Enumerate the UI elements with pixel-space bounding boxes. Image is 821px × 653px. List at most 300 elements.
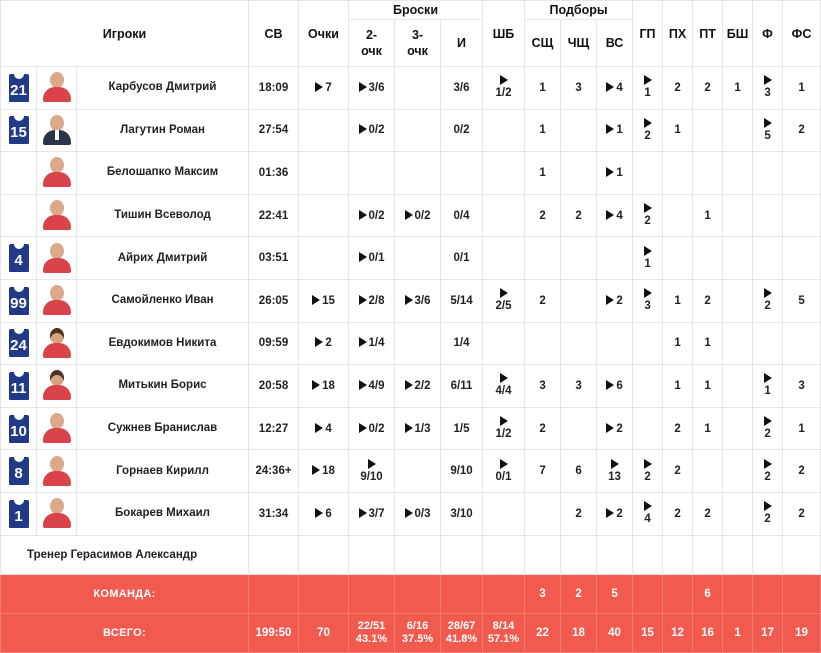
player-name-link[interactable]: Белошапко Максим <box>77 152 249 195</box>
player-reb-def <box>561 322 597 365</box>
jersey-number-icon: 8 <box>9 457 29 485</box>
player-gp[interactable]: 2 <box>633 450 663 493</box>
player-ph <box>663 152 693 195</box>
team-reb-off: 3 <box>525 574 561 613</box>
play-icon[interactable] <box>500 459 508 469</box>
player-fs <box>783 194 821 237</box>
play-icon[interactable] <box>606 508 614 518</box>
player-ft: 3/6 <box>441 67 483 110</box>
player-name-link[interactable]: Сужнев Бранислав <box>77 407 249 450</box>
player-reb-def: 3 <box>561 365 597 408</box>
play-icon[interactable] <box>606 423 614 433</box>
play-icon[interactable] <box>405 380 413 390</box>
player-reb-def <box>561 109 597 152</box>
player-ph <box>663 237 693 280</box>
player-time: 18:09 <box>249 67 299 110</box>
jersey-cell <box>1 407 37 450</box>
jersey-number-icon: 10 <box>9 415 29 443</box>
player-f[interactable]: 2 <box>753 492 783 535</box>
player-reb-def <box>561 407 597 450</box>
player-sb[interactable]: 0/1 <box>483 450 525 493</box>
player-two[interactable]: 0/2 <box>349 194 395 237</box>
avatar-cell <box>37 365 77 408</box>
player-bsh <box>723 237 753 280</box>
team-reb-tot: 5 <box>597 574 633 613</box>
player-name-link[interactable]: Митькин Борис <box>77 365 249 408</box>
player-row[interactable] <box>1 194 821 237</box>
jersey-number-icon: 1 <box>9 500 29 528</box>
player-name-link[interactable]: Тишин Всеволод <box>77 194 249 237</box>
player-avatar-icon <box>42 283 72 315</box>
play-icon[interactable] <box>764 459 772 469</box>
avatar-cell <box>37 67 77 110</box>
play-icon[interactable] <box>405 423 413 433</box>
jersey-cell <box>1 109 37 152</box>
player-reb-def <box>561 152 597 195</box>
play-icon[interactable] <box>606 167 614 177</box>
player-three <box>395 67 441 110</box>
player-two[interactable]: 3/7 <box>349 492 395 535</box>
player-points[interactable]: 18 <box>299 365 349 408</box>
player-three <box>395 237 441 280</box>
player-time: 01:36 <box>249 152 299 195</box>
play-icon[interactable] <box>500 75 508 85</box>
player-three <box>395 450 441 493</box>
header-f[interactable]: Ф <box>753 1 783 67</box>
play-icon[interactable] <box>315 423 323 433</box>
header-sb[interactable]: ШБ <box>483 1 525 67</box>
header-ft[interactable]: И <box>441 20 483 67</box>
player-reb-off <box>525 322 561 365</box>
total-label: ВСЕГО: <box>1 613 249 652</box>
player-ft: 3/10 <box>441 492 483 535</box>
player-ph: 2 <box>663 67 693 110</box>
player-f[interactable]: 2 <box>753 407 783 450</box>
player-gp <box>633 322 663 365</box>
player-avatar-icon <box>42 70 72 102</box>
player-time: 12:27 <box>249 407 299 450</box>
player-ph: 2 <box>663 407 693 450</box>
header-reb-def[interactable]: ЧЩ <box>561 20 597 67</box>
player-sb[interactable]: 1/2 <box>483 407 525 450</box>
jersey-number-icon: 11 <box>9 372 29 400</box>
player-pt: 1 <box>693 365 723 408</box>
player-gp[interactable]: 4 <box>633 492 663 535</box>
player-pt <box>693 109 723 152</box>
player-avatar-icon <box>42 241 72 273</box>
player-pt: 1 <box>693 407 723 450</box>
player-reb-tot[interactable]: 4 <box>597 67 633 110</box>
player-f[interactable]: 2 <box>753 450 783 493</box>
player-ft: 1/4 <box>441 322 483 365</box>
player-avatar-icon <box>42 326 72 358</box>
avatar-cell <box>37 492 77 535</box>
play-icon[interactable] <box>315 508 323 518</box>
player-pt: 2 <box>693 492 723 535</box>
player-sb[interactable]: 2/5 <box>483 279 525 322</box>
player-reb-off <box>525 237 561 280</box>
player-time: 09:59 <box>249 322 299 365</box>
player-reb-tot[interactable]: 2 <box>597 407 633 450</box>
total-points: 70 <box>299 613 349 652</box>
play-icon[interactable] <box>368 459 376 469</box>
player-ft: 6/11 <box>441 365 483 408</box>
player-time: 26:05 <box>249 279 299 322</box>
player-two[interactable]: 0/2 <box>349 109 395 152</box>
total-row <box>1 613 821 652</box>
player-time: 22:41 <box>249 194 299 237</box>
play-icon[interactable] <box>359 380 367 390</box>
player-reb-tot[interactable]: 13 <box>597 450 633 493</box>
player-three[interactable]: 1/3 <box>395 407 441 450</box>
header-rebounds: Подборы <box>525 1 633 20</box>
total-fs: 19 <box>783 613 821 652</box>
play-icon[interactable] <box>764 118 772 128</box>
player-reb-tot[interactable]: 2 <box>597 492 633 535</box>
jersey-cell <box>1 237 37 280</box>
total-two: 22/51 43.1% <box>349 613 395 652</box>
player-bsh <box>723 194 753 237</box>
play-icon[interactable] <box>405 210 413 220</box>
play-icon[interactable] <box>644 501 652 511</box>
total-reb-off: 22 <box>525 613 561 652</box>
player-ft: 1/5 <box>441 407 483 450</box>
header-ph[interactable]: ПХ <box>663 1 693 67</box>
player-reb-off: 2 <box>525 194 561 237</box>
player-reb-off: 1 <box>525 67 561 110</box>
play-icon[interactable] <box>764 416 772 426</box>
player-fs <box>783 322 821 365</box>
header-reb-off[interactable]: СЩ <box>525 20 561 67</box>
jersey-number-icon: 4 <box>9 244 29 272</box>
player-points[interactable]: 15 <box>299 279 349 322</box>
player-two[interactable]: 1/4 <box>349 322 395 365</box>
player-fs: 2 <box>783 492 821 535</box>
player-ft: 5/14 <box>441 279 483 322</box>
player-avatar-icon <box>42 198 72 230</box>
player-fs: 1 <box>783 67 821 110</box>
player-reb-tot[interactable]: 6 <box>597 365 633 408</box>
play-icon[interactable] <box>606 210 614 220</box>
header-fs[interactable]: ФС <box>783 1 821 67</box>
player-points <box>299 109 349 152</box>
play-icon[interactable] <box>359 210 367 220</box>
player-ph <box>663 194 693 237</box>
play-icon[interactable] <box>500 373 508 383</box>
player-sb <box>483 109 525 152</box>
player-points[interactable]: 18 <box>299 450 349 493</box>
player-points <box>299 237 349 280</box>
player-pt <box>693 152 723 195</box>
play-icon[interactable] <box>359 337 367 347</box>
player-row[interactable] <box>1 322 821 365</box>
player-reb-off <box>525 492 561 535</box>
player-three <box>395 109 441 152</box>
play-icon[interactable] <box>359 124 367 134</box>
player-fs: 2 <box>783 109 821 152</box>
player-bsh <box>723 450 753 493</box>
play-icon[interactable] <box>500 288 508 298</box>
header-two[interactable]: 2- очк <box>349 20 395 67</box>
avatar-cell <box>37 109 77 152</box>
total-sb: 8/14 57.1% <box>483 613 525 652</box>
player-reb-def: 3 <box>561 67 597 110</box>
player-points[interactable]: 6 <box>299 492 349 535</box>
player-two[interactable]: 0/1 <box>349 237 395 280</box>
play-icon[interactable] <box>312 380 320 390</box>
play-icon[interactable] <box>405 295 413 305</box>
player-name-link[interactable]: Лагутин Роман <box>77 109 249 152</box>
total-f: 17 <box>753 613 783 652</box>
jersey-number-icon: 99 <box>9 287 29 315</box>
play-icon[interactable] <box>644 246 652 256</box>
player-sb <box>483 492 525 535</box>
player-name-link[interactable]: Карбусов Дмитрий <box>77 67 249 110</box>
player-two[interactable]: 4/9 <box>349 365 395 408</box>
player-three[interactable]: 2/2 <box>395 365 441 408</box>
player-gp <box>633 407 663 450</box>
header-points[interactable]: Очки <box>299 1 349 67</box>
header-gp[interactable]: ГП <box>633 1 663 67</box>
player-f <box>753 237 783 280</box>
player-reb-off: 1 <box>525 109 561 152</box>
player-two <box>349 152 395 195</box>
avatar-cell <box>37 322 77 365</box>
player-f[interactable]: 3 <box>753 67 783 110</box>
play-icon[interactable] <box>644 203 652 213</box>
player-sb[interactable]: 1/2 <box>483 67 525 110</box>
player-bsh <box>723 492 753 535</box>
player-gp <box>633 365 663 408</box>
player-sb <box>483 152 525 195</box>
player-row[interactable] <box>1 492 821 535</box>
play-icon[interactable] <box>764 75 772 85</box>
player-two[interactable]: 3/6 <box>349 67 395 110</box>
player-row[interactable] <box>1 365 821 408</box>
player-time: 31:34 <box>249 492 299 535</box>
player-time: 03:51 <box>249 237 299 280</box>
team-reb-def: 2 <box>561 574 597 613</box>
player-three[interactable]: 3/6 <box>395 279 441 322</box>
player-gp[interactable]: 1 <box>633 67 663 110</box>
player-sb <box>483 322 525 365</box>
avatar-cell <box>37 279 77 322</box>
player-ph: 2 <box>663 492 693 535</box>
play-icon[interactable] <box>312 465 320 475</box>
header-shots: Броски <box>349 1 483 20</box>
player-reb-def: 2 <box>561 492 597 535</box>
player-pt: 1 <box>693 194 723 237</box>
player-bsh <box>723 109 753 152</box>
player-gp[interactable]: 3 <box>633 279 663 322</box>
player-ft: 9/10 <box>441 450 483 493</box>
player-fs: 1 <box>783 407 821 450</box>
play-icon[interactable] <box>500 416 508 426</box>
header-time[interactable]: СВ <box>249 1 299 67</box>
player-bsh: 1 <box>723 67 753 110</box>
player-points[interactable]: 2 <box>299 322 349 365</box>
player-avatar-icon <box>42 368 72 400</box>
player-gp <box>633 152 663 195</box>
player-time: 27:54 <box>249 109 299 152</box>
player-bsh <box>723 365 753 408</box>
player-two[interactable]: 9/10 <box>349 450 395 493</box>
header-reb-tot[interactable]: ВС <box>597 20 633 67</box>
play-icon[interactable] <box>359 82 367 92</box>
player-avatar-icon <box>42 155 72 187</box>
player-reb-def: 2 <box>561 194 597 237</box>
player-pt <box>693 237 723 280</box>
play-icon[interactable] <box>359 295 367 305</box>
player-reb-tot[interactable]: 1 <box>597 152 633 195</box>
jersey-cell <box>1 152 37 195</box>
jersey-cell <box>1 67 37 110</box>
player-fs: 2 <box>783 450 821 493</box>
play-icon[interactable] <box>359 252 367 262</box>
total-three: 6/16 37.5% <box>395 613 441 652</box>
avatar-cell <box>37 450 77 493</box>
player-reb-off: 2 <box>525 407 561 450</box>
player-row[interactable] <box>1 237 821 280</box>
jersey-number-icon: 24 <box>9 329 29 357</box>
player-reb-off: 3 <box>525 365 561 408</box>
player-f[interactable]: 5 <box>753 109 783 152</box>
play-icon[interactable] <box>644 288 652 298</box>
total-ph: 12 <box>663 613 693 652</box>
player-name-link[interactable]: Евдокимов Никита <box>77 322 249 365</box>
jersey-cell <box>1 322 37 365</box>
player-three[interactable]: 0/2 <box>395 194 441 237</box>
avatar-cell <box>37 407 77 450</box>
player-reb-off: 2 <box>525 279 561 322</box>
player-ft: 0/4 <box>441 194 483 237</box>
play-icon[interactable] <box>764 373 772 383</box>
jersey-cell <box>1 279 37 322</box>
player-points <box>299 152 349 195</box>
player-ph: 2 <box>663 450 693 493</box>
play-icon[interactable] <box>405 508 413 518</box>
player-f[interactable]: 1 <box>753 365 783 408</box>
player-avatar-icon <box>42 113 72 145</box>
play-icon[interactable] <box>606 380 614 390</box>
play-icon[interactable] <box>764 501 772 511</box>
player-name-link[interactable]: Бокарев Михаил <box>77 492 249 535</box>
play-icon[interactable] <box>315 82 323 92</box>
player-row[interactable] <box>1 67 821 110</box>
player-f <box>753 152 783 195</box>
header-bsh[interactable]: БШ <box>723 1 753 67</box>
player-ph: 1 <box>663 322 693 365</box>
team-row <box>1 574 821 613</box>
player-row[interactable] <box>1 279 821 322</box>
player-sb <box>483 194 525 237</box>
player-reb-tot[interactable]: 1 <box>597 109 633 152</box>
player-bsh <box>723 322 753 365</box>
player-points[interactable]: 4 <box>299 407 349 450</box>
player-reb-tot[interactable]: 2 <box>597 279 633 322</box>
player-row[interactable] <box>1 407 821 450</box>
player-reb-def <box>561 279 597 322</box>
jersey-number-icon: 21 <box>9 74 29 102</box>
coach-name: Тренер Герасимов Александр <box>1 535 249 574</box>
player-gp[interactable]: 1 <box>633 237 663 280</box>
player-ft <box>441 152 483 195</box>
header-three[interactable]: 3- очк <box>395 20 441 67</box>
player-fs <box>783 237 821 280</box>
total-time: 199:50 <box>249 613 299 652</box>
player-time: 24:36+ <box>249 450 299 493</box>
player-reb-off: 7 <box>525 450 561 493</box>
player-two[interactable]: 0/2 <box>349 407 395 450</box>
header-players[interactable]: Игроки <box>1 1 249 67</box>
play-icon[interactable] <box>606 295 614 305</box>
jersey-cell <box>1 492 37 535</box>
player-reb-off: 1 <box>525 152 561 195</box>
player-name-link[interactable]: Горнаев Кирилл <box>77 450 249 493</box>
player-gp[interactable]: 2 <box>633 109 663 152</box>
total-bsh: 1 <box>723 613 753 652</box>
player-sb[interactable]: 4/4 <box>483 365 525 408</box>
player-gp[interactable]: 2 <box>633 194 663 237</box>
player-sb <box>483 237 525 280</box>
play-icon[interactable] <box>312 295 320 305</box>
player-fs: 5 <box>783 279 821 322</box>
player-reb-def <box>561 237 597 280</box>
play-icon[interactable] <box>359 423 367 433</box>
player-fs: 3 <box>783 365 821 408</box>
player-ph: 1 <box>663 279 693 322</box>
jersey-number-icon: 15 <box>9 116 29 144</box>
player-name-link[interactable]: Самойленко Иван <box>77 279 249 322</box>
player-row[interactable] <box>1 109 821 152</box>
player-fs <box>783 152 821 195</box>
player-points[interactable]: 7 <box>299 67 349 110</box>
play-icon[interactable] <box>644 118 652 128</box>
play-icon[interactable] <box>315 337 323 347</box>
player-ph: 1 <box>663 365 693 408</box>
player-points <box>299 194 349 237</box>
team-label: КОМАНДА: <box>1 574 249 613</box>
play-icon[interactable] <box>359 508 367 518</box>
play-icon[interactable] <box>606 124 614 134</box>
player-three[interactable]: 0/3 <box>395 492 441 535</box>
total-pt: 16 <box>693 613 723 652</box>
player-two[interactable]: 2/8 <box>349 279 395 322</box>
play-icon[interactable] <box>644 459 652 469</box>
player-reb-tot <box>597 322 633 365</box>
player-f[interactable]: 2 <box>753 279 783 322</box>
player-row[interactable] <box>1 450 821 493</box>
play-icon[interactable] <box>606 82 614 92</box>
avatar-cell <box>37 152 77 195</box>
player-avatar-icon <box>42 454 72 486</box>
player-pt: 2 <box>693 279 723 322</box>
player-ft: 0/1 <box>441 237 483 280</box>
avatar-cell <box>37 194 77 237</box>
header-pt[interactable]: ПТ <box>693 1 723 67</box>
player-bsh <box>723 407 753 450</box>
player-name-link[interactable]: Айрих Дмитрий <box>77 237 249 280</box>
player-time: 20:58 <box>249 365 299 408</box>
player-pt: 1 <box>693 322 723 365</box>
play-icon[interactable] <box>644 75 652 85</box>
player-reb-tot[interactable]: 4 <box>597 194 633 237</box>
play-icon[interactable] <box>611 459 619 469</box>
play-icon[interactable] <box>764 288 772 298</box>
player-row[interactable] <box>1 152 821 195</box>
team-pt: 6 <box>693 574 723 613</box>
player-bsh <box>723 152 753 195</box>
